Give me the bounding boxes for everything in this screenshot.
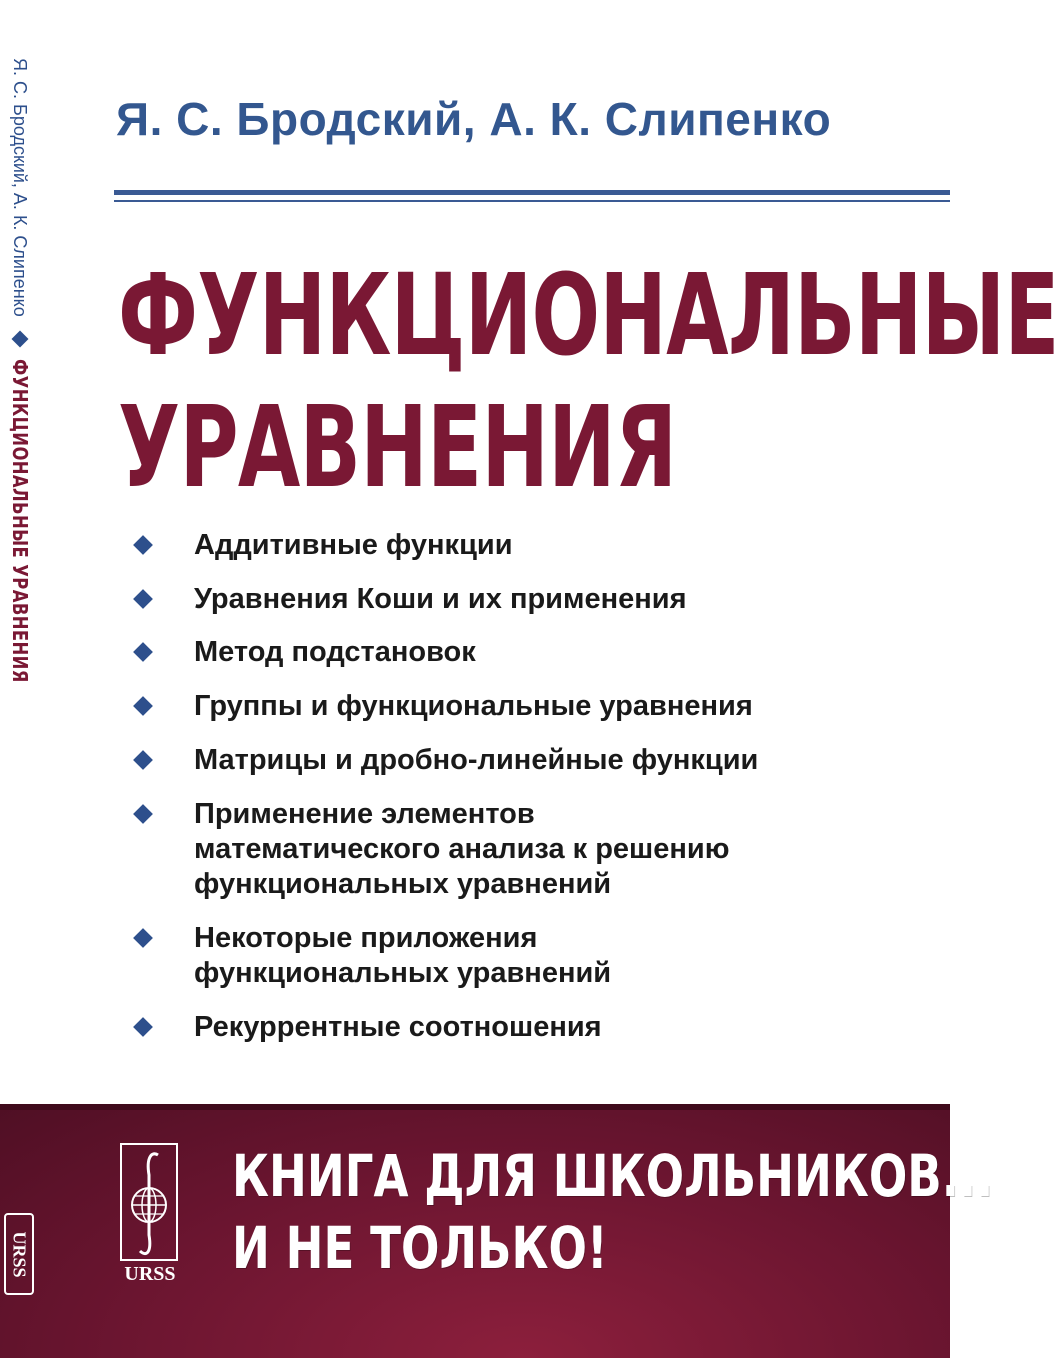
spine-authors: Я. С. Бродский, А. К. Слипенко <box>10 58 31 317</box>
list-item <box>130 921 611 991</box>
list-item-text: Метод подстановок <box>194 636 476 668</box>
list-item <box>130 797 729 902</box>
diamond-bullet-icon <box>133 750 153 770</box>
list-item <box>130 582 687 617</box>
diamond-bullet-icon <box>133 642 153 662</box>
slogan-line-1: КНИГА ДЛЯ ШКОЛЬНИКОВ... <box>232 1142 994 1210</box>
title-line-1: ФУНКЦИОНАЛЬНЫЕ <box>118 251 1059 381</box>
list-item-text: Рекуррентные соотношения <box>194 1011 602 1043</box>
spine-diamond-icon <box>12 330 29 347</box>
band-top-edge <box>0 1104 950 1110</box>
list-item <box>130 743 758 778</box>
integral-globe-icon <box>122 1145 176 1259</box>
diamond-bullet-icon <box>133 696 153 716</box>
divider-thick <box>114 190 950 195</box>
list-item-line: функциональных уравнений <box>194 868 612 900</box>
list-item-text: Аддитивные функции <box>194 529 513 561</box>
list-item <box>130 689 753 724</box>
spine-publisher-logo <box>4 1213 34 1295</box>
list-item <box>130 528 513 563</box>
spine-text <box>8 58 32 754</box>
list-item-text: Группы и функциональные уравнения <box>194 690 753 722</box>
spine-title: ФУНКЦИОНАЛЬНЫЕ УРАВНЕНИЯ <box>8 358 32 683</box>
list-item-text: Уравнения Коши и их применения <box>194 583 687 615</box>
logo-frame <box>120 1143 178 1261</box>
title-line-2: УРАВНЕНИЯ <box>118 383 677 513</box>
cover-authors: Я. С. Бродский, А. К. Слипенко <box>116 93 832 145</box>
spine-publisher-text: URSS <box>9 1230 30 1278</box>
logo-label: URSS <box>124 1263 176 1285</box>
list-item-text: Матрицы и дробно-линейные функции <box>194 744 759 776</box>
list-item <box>130 1010 602 1045</box>
divider-thin <box>114 200 950 202</box>
book-title <box>118 250 1059 514</box>
diamond-bullet-icon <box>133 589 153 609</box>
diamond-bullet-icon <box>133 928 153 948</box>
list-item-line: математического анализа к решению <box>194 833 730 865</box>
list-item-line: функциональных уравнений <box>194 957 612 989</box>
list-item-line: Некоторые приложения <box>194 922 538 954</box>
slogan-line-2: И НЕ ТОЛЬКО! <box>232 1214 608 1282</box>
list-item-line: Применение элементов <box>194 798 535 830</box>
publisher-logo <box>118 1143 182 1291</box>
list-item <box>130 635 476 670</box>
diamond-bullet-icon <box>133 535 153 555</box>
slogan <box>232 1140 993 1284</box>
diamond-bullet-icon <box>133 1017 153 1037</box>
diamond-bullet-icon <box>133 804 153 824</box>
